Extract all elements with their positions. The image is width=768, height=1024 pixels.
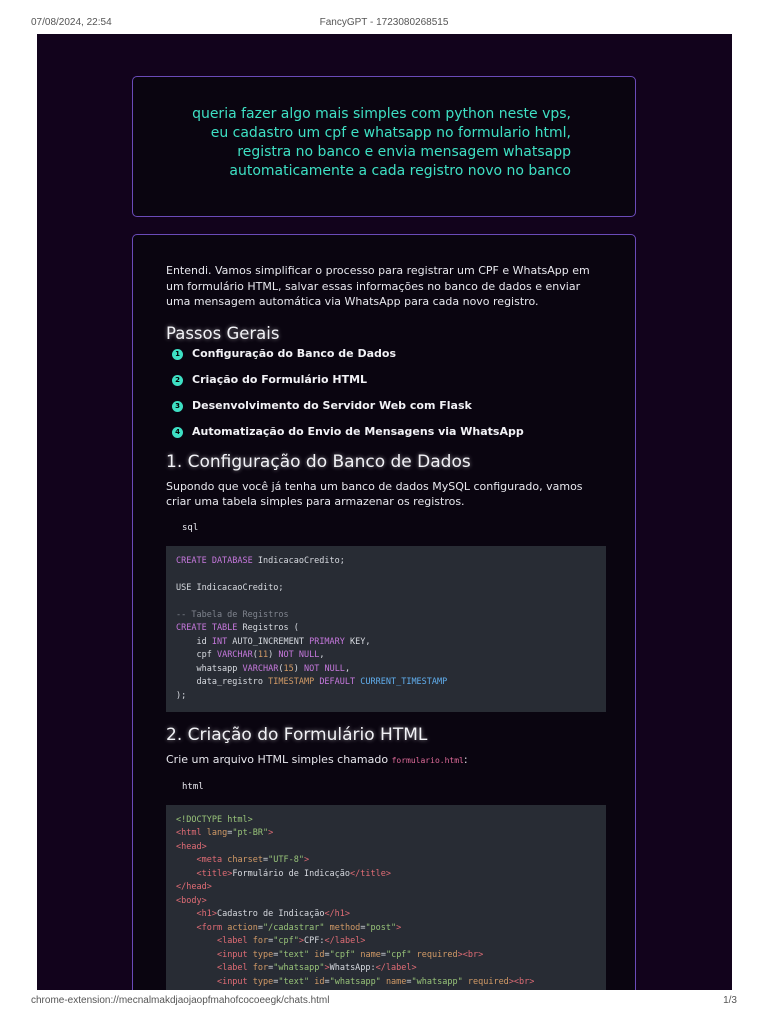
print-header — [0, 17, 768, 31]
assistant-message-card — [132, 234, 636, 990]
step-label: Desenvolvimento do Servidor Web com Flask — [192, 398, 472, 412]
list-item — [166, 347, 606, 373]
step-label: Automatização do Envio de Mensagens via WhatsApp — [192, 424, 524, 438]
print-url: chrome-extension://mecnalmakdjaojaopfmahofcocoeegk/chats.html — [31, 995, 330, 1006]
inline-code: formulario.html — [391, 756, 464, 765]
code-language-label: html — [182, 781, 204, 792]
step-number-badge: 2 — [172, 375, 183, 386]
print-date: 07/08/2024, 22:54 — [31, 17, 112, 28]
html-code-block[interactable]: <!DOCTYPE html> <html lang="pt-BR"> <head> <meta charset="UTF-8"> <title>Formulário de Indicação</title> </head> <body> <h1>Cadastro de Indicação</h1> <form action="/cadastrar" method="post"> <label for="cpf">CPF:</label> <input type="text" id="cpf" name="cpf" required><br> <label for="whatsapp">WhatsApp:</label> <input type="text" id="whatsapp" name="whatsapp" required><br> — [166, 805, 606, 991]
print-title: FancyGPT - 1723080268515 — [319, 17, 449, 28]
user-message-text[interactable]: queria fazer algo mais simples com python neste vps, eu cadastro um cpf e whatsapp no formulario html, registra no banco e envia mensagem whatsapp automaticamente a cada registro novo no banco — [192, 106, 571, 179]
section-text-after: : — [463, 753, 468, 766]
section-text — [166, 752, 606, 769]
code-language-label: sql — [182, 522, 199, 533]
user-message-card — [132, 76, 636, 217]
list-item — [166, 373, 606, 399]
sql-code-block[interactable]: CREATE DATABASE IndicacaoCredito; USE IndicacaoCredito; -- Tabela de Registros CREATE TABLE Registros ( id INT AUTO_INCREMENT PRIMARY KEY, cpf VARCHAR(11) NOT NULL, whatsapp VARCHAR(15) NOT NULL, data_registro TIMESTAMP DEFAULT CURRENT_TIMESTAMP ); — [166, 546, 606, 713]
section-heading: 2. Criação do Formulário HTML — [166, 725, 428, 745]
step-number-badge: 1 — [172, 349, 183, 360]
section-heading: 1. Configuração do Banco de Dados — [166, 451, 471, 472]
section-text: Supondo que você já tenha um banco de dados MySQL configurado, vamos criar uma tabela simples para armazenar os registros. — [166, 479, 583, 508]
step-number-badge: 4 — [172, 427, 183, 438]
section-text-before: Crie um arquivo HTML simples chamado — [166, 753, 392, 766]
steps-heading: Passos Gerais — [166, 323, 280, 343]
print-page-number: 1/3 — [723, 995, 737, 1006]
print-footer — [0, 995, 768, 1009]
step-number-badge: 3 — [172, 401, 183, 412]
reply-intro: Entendi. Vamos simplificar o processo para registrar um CPF e WhatsApp em um formulário HTML, salvar essas informações no banco de dados e enviar uma mensagem automática via WhatsApp para cada novo registro. — [166, 264, 590, 308]
chat-area — [37, 34, 732, 990]
assistant-reply — [166, 263, 606, 990]
list-item — [166, 425, 606, 451]
step-label: Criação do Formulário HTML — [192, 372, 368, 386]
steps-list — [166, 347, 606, 451]
list-item — [166, 399, 606, 425]
step-label: Configuração do Banco de Dados — [192, 346, 396, 360]
